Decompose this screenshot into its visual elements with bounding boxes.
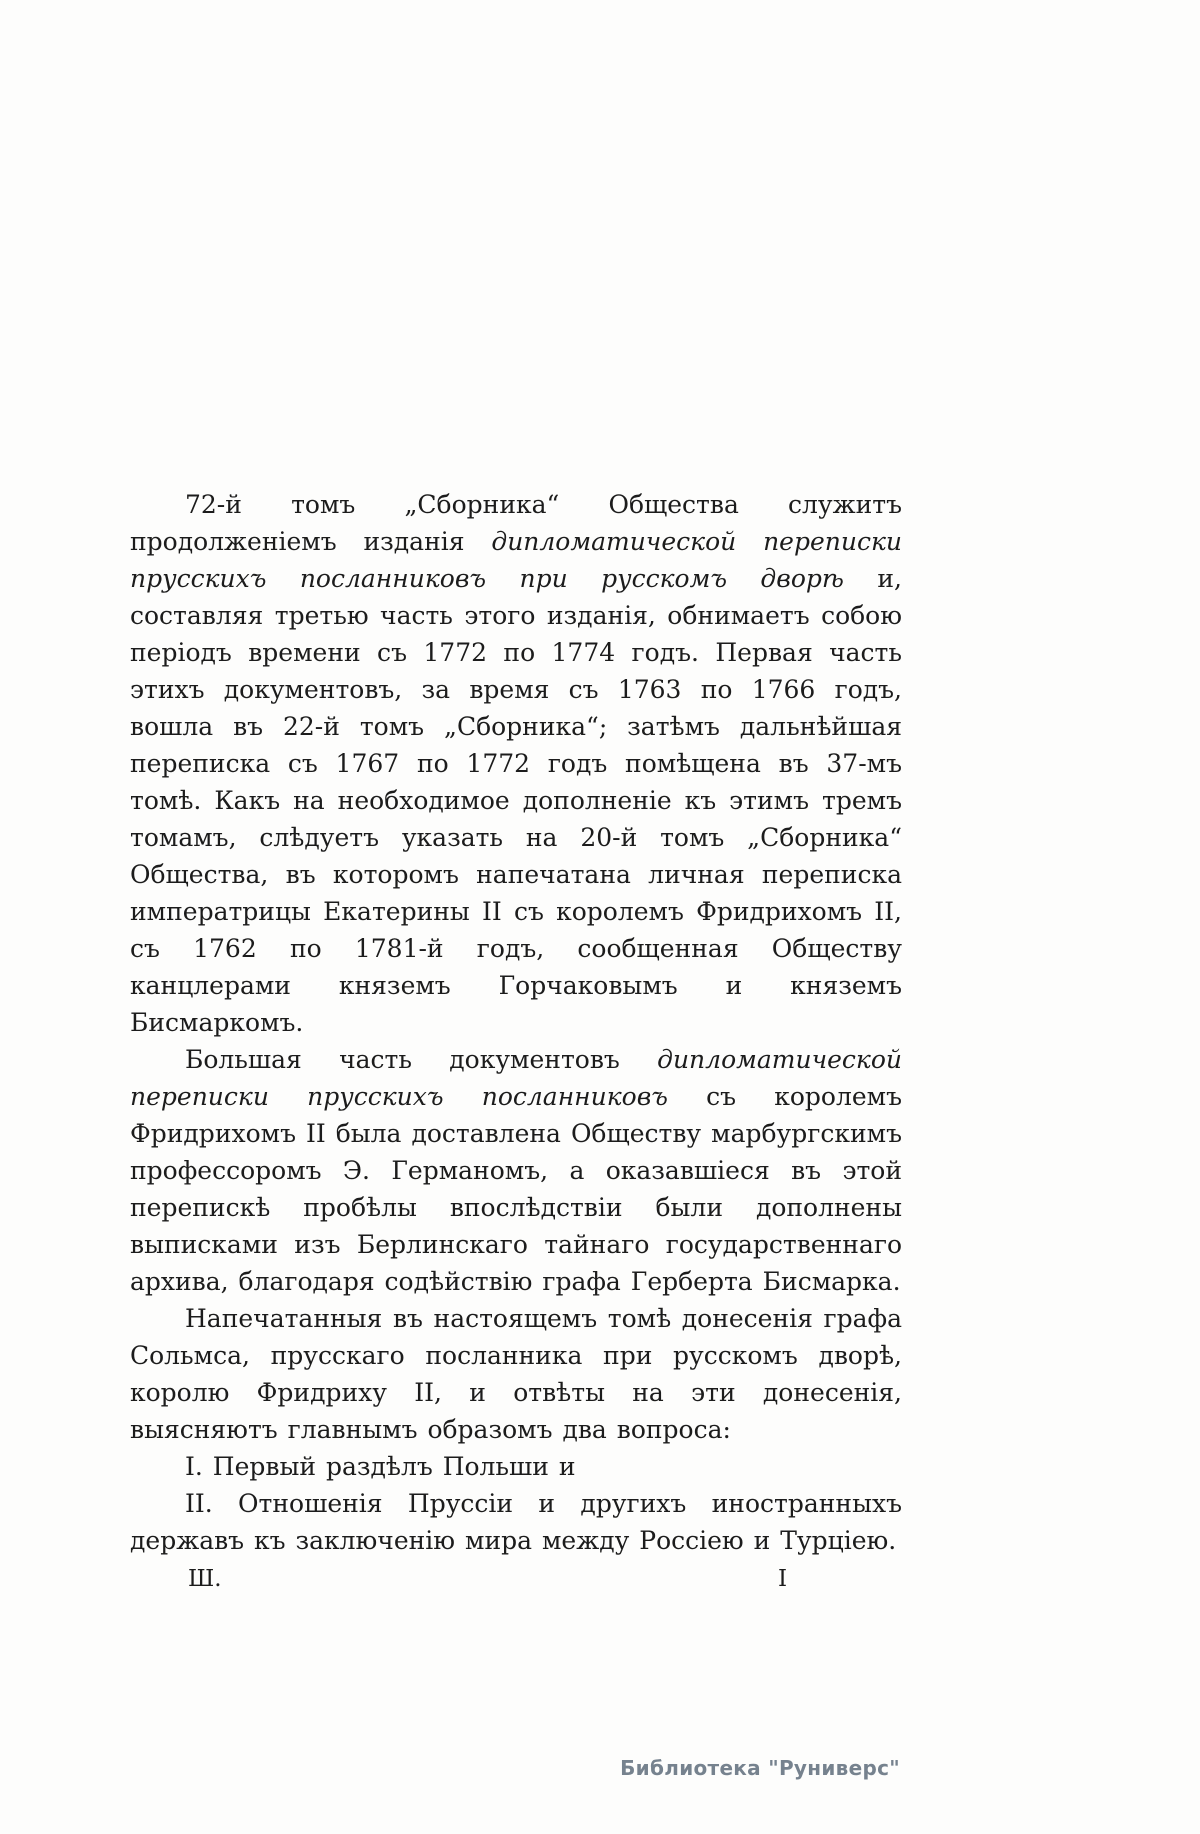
paragraph-text: съ королемъ Фридрихомъ II была доставлена Обществу марбургскимъ профессоромъ Э. Германомъ, а оказавшіеся въ этой перепискѣ пробѣлы впослѣдствіи были дополнены выписками изъ Берлинскаго тайнаго государственнаго архива, благодаря содѣйствію графа Герберта Бисмарка. <box>130 1082 902 1296</box>
paragraph-text: II. Отношенія Пруссіи и другихъ иностранныхъ державъ къ заключенію мира между Россіею и Турціею. <box>130 1489 902 1555</box>
paragraph-text: 72-й томъ „Сборника“ Общества служитъ продолженіемъ изданія <box>130 490 902 556</box>
library-watermark: Библиотека "Руниверс" <box>620 1756 900 1780</box>
signature-mark: Ш. <box>188 1566 222 1592</box>
text-block <box>130 486 902 1601</box>
list-item-2 <box>130 1485 902 1559</box>
paragraph-1 <box>130 486 902 1041</box>
paragraph-text: Напечатанныя въ настоящемъ томѣ донесенія графа Сольмса, прусскаго посланника при русскомъ дворѣ, королю Фридриху II, и отвѣты на эти донесенія, выясняютъ главнымъ образомъ два вопроса: <box>130 1304 902 1444</box>
paragraph-text: I. Первый раздѣлъ Польши и <box>185 1452 576 1481</box>
list-item-1 <box>130 1448 902 1485</box>
page-number: I <box>778 1566 788 1592</box>
paragraph-text-italic: дипломатической переписки прусскихъ посланниковъ при русскомъ дворѣ <box>130 527 902 593</box>
page-footer <box>130 1561 902 1601</box>
paragraph-2 <box>130 1041 902 1300</box>
paragraph-text-italic: дипломатической переписки прусскихъ посланниковъ <box>130 1045 902 1111</box>
paragraph-3 <box>130 1300 902 1448</box>
paragraph-text: Большая часть документовъ <box>185 1045 658 1074</box>
paragraph-text: и, составляя третью часть этого изданія, обнимаетъ собою періодъ времени съ 1772 по 1774 годъ. Первая часть этихъ документовъ, за время съ 1763 по 1766 годъ, вошла въ 22-й томъ „Сборника“; затѣмъ дальнѣйшая переписка съ 1767 по 1772 годъ помѣщена въ 37-мъ томѣ. Какъ на необходимое дополненіе къ этимъ тремъ томамъ, слѣдуетъ указать на 20-й томъ „Сборника“ Общества, въ которомъ напечатана личная переписка императрицы Екатерины II съ королемъ Фридрихомъ II, съ 1762 по 1781-й годъ, сообщенная Обществу канцлерами княземъ Горчаковымъ и княземъ Бисмаркомъ. <box>130 564 902 1037</box>
